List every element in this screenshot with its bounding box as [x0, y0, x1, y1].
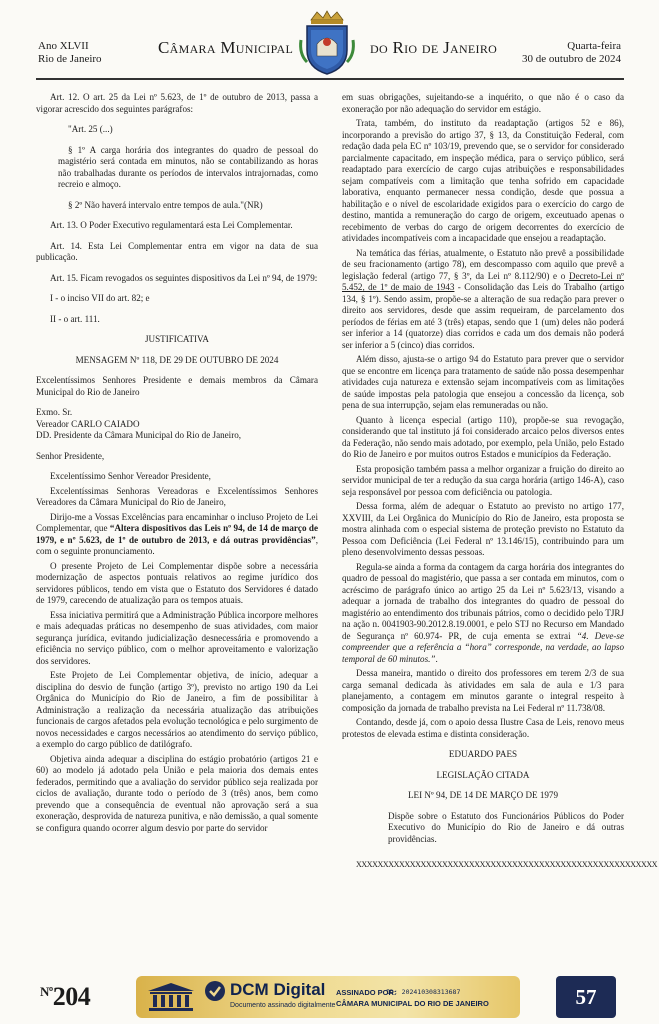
paragraph-dirijo	[36, 512, 318, 558]
regula-text-a: Regula-se ainda a forma da contagem da carga horária dos integrantes do quadro de pessoal do magistério, que passa a ser contada em minutos, com o acréscimo de parágrafo único ao artigo 25 da Lei nº 5.623/13, visando a adequar a jornada de trabalho dos integrantes do quadro de pessoal do magistério ao entendimento dos tribunais pátrios, como o decidido pelo TJRJ na ação n. 0041903-90.2012.8.19.0001, e pelo STJ no Recurso em Mandado de Segurança nº 60.974- PR, de cuja ementa se extrai	[342, 561, 624, 641]
dcm-logo-icon	[204, 980, 226, 1002]
art12-intro: Art. 12. O art. 25 da Lei nº 5.623, de 1º de outubro de 2013, passa a vigorar acrescido dos seguintes parágrafos:	[36, 92, 318, 114]
dirijo-text-a: Dirijo-me a Vossas Excelências para encaminhar o incluso Projeto de Lei Complementar, que	[36, 511, 318, 533]
edition-value: 204	[52, 982, 91, 1011]
paragraph-regula	[342, 562, 624, 666]
page-header	[0, 0, 659, 82]
paragraph-licenca: Quanto à licença especial (artigo 110), propõe-se sua revogação, considerando que tal instituto já foi considerado arcaico pelos diversos entes da Federação, não sendo mais adotado, por exemplo, pela União, pelo Estado do Rio de Janeiro e por muitos outros Estados e municípios da Federação.	[342, 414, 624, 459]
left-column	[36, 92, 318, 837]
brand-title: DCM Digital	[230, 980, 326, 999]
coat-of-arms-icon	[297, 10, 357, 76]
paragraph-estagio: Objetiva ainda adequar a disciplina do estágio probatório (artigos 21 e 60) ao modelo já adotado pela União e pela maioria dos demais entes federados, permitindo que a avaliação do servidor público seja realizada por ciclos de avaliação, durante todo o período de 3 (três) anos, bem como prevendo que a consequência de eventual não aprovação será a sua exoneração, desprovida de natureza punitiva, e não demissão, a qual somente se configura quando ocorrer algum desvio por parte do servidor	[36, 753, 318, 833]
end-separator: XXXXXXXXXXXXXXXXXXXXXXXXXXXXXXXXXXXXXXXXXXXXXXXXXXXXXXXX	[356, 860, 658, 869]
edition-number	[40, 982, 90, 1012]
paragraph-professores: Dessa maneira, mantido o direito dos professores em terem 2/3 de sua carga semanal dedicada às atividades em sala de aula e 1/3 para planejamento, a contagem em minutos garante o integral respeito à composição da jornada de trabalho prevista na Lei Federal nº 11.738/08.	[342, 668, 624, 713]
art13: Art. 13. O Poder Executivo regulamentará esta Lei Complementar.	[50, 220, 293, 230]
brand-subtitle: Documento assinado digitalmente	[230, 1002, 336, 1009]
continuation-text: em suas obrigações, sujeitando-se a inquérito, o que não é o caso da exoneração por não adequação do servidor em estágio.	[342, 92, 624, 114]
addressee-presidente: DD. Presidente da Câmara Municipal do Rio de Janeiro,	[36, 430, 242, 440]
mensagem-heading: MENSAGEM Nº 118, DE 29 DE OUTUBRO DE 2024	[75, 354, 279, 365]
paragraph-presente: O presente Projeto de Lei Complementar dispõe sobre a necessária modernização de aspectos pontuais relativos ao regime jurídico dos servidores públicos, tendo em vista que o Estatuto dos Servidores é datado de 1979, carecendo de atualização para os tempos atuais.	[36, 560, 318, 605]
art25-head: "Art. 25 (...)	[68, 124, 113, 134]
art25-paragraph-2: § 2º Não haverá intervalo entre tempos de aula."(NR)	[68, 199, 263, 210]
masthead-title-right: do Rio de Janeiro	[370, 38, 498, 57]
signed-by-label: ASSINADO POR:	[336, 988, 397, 997]
art14: Art. 14. Esta Lei Complementar entra em vigor na data de sua publicação.	[36, 240, 318, 262]
weekday-label: Quarta-feira	[567, 40, 621, 52]
paragraph-artigo94: Além disso, ajusta-se o artigo 94 do Estatuto para prever que o servidor que se encontre em licença para tratamento de saúde não possa desempenhar atividades cuja natureza e extensão sejam incompatíveis com as limitações de saúde impostas pela patologia que ensejou a concessão da licença, sob pena de sua interrupção, sejam elas remuneradas ou não.	[342, 354, 624, 410]
lei94-heading: LEI Nº 94, DE 14 DE MARÇO DE 1979	[407, 790, 559, 800]
legislacao-heading: LEGISLAÇÃO CITADA	[436, 769, 530, 780]
regula-text-b: .	[435, 653, 438, 664]
digital-signature-banner	[136, 976, 520, 1018]
signer-name: EDUARDO PAES	[448, 749, 518, 759]
paragraph-ferias	[342, 248, 624, 352]
volume-label: Ano XLVII	[38, 40, 89, 52]
greeting-vereadores: Excelentíssimas Senhoras Vereadoras e Excelentíssimos Senhores Vereadores da Câmara Municipal do Rio de Janeiro,	[36, 485, 318, 507]
addressee-exmo: Exmo. Sr.	[36, 407, 73, 417]
date-label: 30 de outubro de 2024	[522, 53, 621, 65]
lei94-ementa: Dispõe sobre o Estatuto dos Funcionários Públicos do Poder Executivo do Município do Rio de Janeiro e dá outras providências.	[388, 810, 624, 844]
paragraph-objetiva: Este Projeto de Lei Complementar objetiva, de início, adequar a disciplina do desvio de função (artigo 3º), previsto no artigo 190 da Lei Orgânica do Município do Rio de Janeiro, a fim de possibilitar à Administração a realização da necessária atualização das atribuições funcionais de cargos afetados pela evolução tecnológica e pelo surgimento de novos necessidades e cargos necessários ao atendimento do serviço público, a exemplo do cargo público de datilógrafo.	[36, 670, 318, 749]
right-column	[342, 92, 658, 874]
header-left-info	[38, 40, 102, 66]
ferias-text-a: Na temática das férias, atualmente, o Estatuto não prevê a possibilidade de seu fracionamento (artigo 78), em descompasso com aquilo que prevê a legislação federal (artigo 77, § 3º, da Lei nº 8.112/90) e o	[342, 247, 624, 281]
paragraph-contando: Contando, desde já, com o apoio dessa Ilustre Casa de Leis, renovo meus protestos de elevada estima e distinta consideração.	[342, 717, 624, 739]
greeting-vereador-presidente: Excelentíssimo Senhor Vereador Presidente,	[50, 471, 211, 481]
addressee-vereador: Vereador CARLO CAIADO	[36, 418, 140, 429]
regula-quote: “4. Deve-se compreender que a referência a “hora” corresponde, na verdade, ao lapso temporal de 60 minutos.”	[342, 630, 624, 664]
page-number: 57	[556, 976, 616, 1018]
signer-organization: CÂMARA MUNICIPAL DO RIO DE JANEIRO	[336, 999, 489, 1008]
paragraph-readaptacao: Trata, também, do instituto da readaptação (artigos 52 e 86), incorporando a previsão do artigo 37, § 13, da Constituição Federal, com redação dada pela EC nº 103/19, prevendo que, se o servidor for considerado parcialmente capacitado, em inspeção médica, para o serviço público, será readaptado para exercício de cargo cujas atribuições e responsabilidades sejam compatíveis com a limitação que tenha sofrido em capacidade laborativa, enquanto permanecer nessa condição, desde que possua a habilitação e o nível de escolaridade exigidos para o exercício do cargo de destino, mantida a remuneração do cargo de origem, exceutuado apenas o recebimento de verbas do cargo de origem decorrentes do exercício de atividades incompatíveis com a incapacidade que ensejou a readaptação.	[342, 118, 624, 243]
masthead-title-left: Câmara Municipal	[158, 38, 294, 57]
paragraph-lom: Dessa forma, além de adequar o Estatuto ao previsto no artigo 177, XXVIII, da Lei Orgânica do Município do Rio de Janeiro, esta proposta se mostra alinhada com o especial sistema de proteção previsto no Estatuto da Pessoa com Deficiência (Lei Federal nº 13.146/15), contribuindo para um pleno desenvolvimento dessas pessoas.	[342, 501, 624, 557]
salutation-members: Excelentíssimos Senhores Presidente e demais membros da Câmara Municipal do Rio de Janeiro	[36, 375, 318, 397]
paragraph-iniciativa: Essa iniciativa permitirá que a Administração Pública incorpore melhores e mais adequadas práticas no desempenho de suas atividades, com maior segurança jurídica, evitando judicialização desnecessária e promovendo a eficiência no serviço público, com o melhor aproveitamento e valorização dos servidores.	[36, 609, 318, 666]
decreto-lei-link[interactable]: Decreto-Lei nº 5.452, de 1º de maio de 1943	[342, 270, 624, 292]
art15-item-2: II - o art. 111.	[50, 313, 100, 324]
page-footer	[0, 970, 659, 1024]
building-icon	[146, 981, 196, 1013]
art15: Art. 15. Ficam revogados os seguintes dispositivos da Lei nº 94, de 1979:	[50, 272, 318, 283]
greeting-senhor: Senhor Presidente,	[36, 450, 105, 461]
art15-item-1: I - o inciso VII do art. 82; e	[50, 293, 150, 303]
art25-paragraph-1: § 1º A carga horária dos integrantes do quadro de pessoal do magistério será contada em minutos, não se contabilizando as horas não trabalhadas durante os períodos de intervalos intrajornadas, como recreio e almoço.	[58, 144, 318, 189]
ferias-text-b: - Consolidação das Leis do Trabalho (artigo 134, § 1º). Sendo assim, propõe-se a alteração de sua redação para prever o direito aos servidores, desde que assim requeiram, de parcelamento dos períodos de férias em até 3 (três) etapas, sendo que 1 (um) deles não poderá ser inferior a 14 (quatorze) dias corridos e cada um dos demais não poderá ser inferior a 5 (cinco) dias corridos.	[342, 282, 624, 350]
edition-prefix: Nº	[40, 984, 53, 999]
city-label: Rio de Janeiro	[38, 53, 102, 65]
dirijo-text-c: , com o seguinte pronunciamento.	[36, 534, 318, 556]
paragraph-fruicao: Esta proposição também passa a melhor organizar a fruição do direito ao servidor municipal de ter a redução da sua carga horária (artigo 146-A), caso seja responsável por pessoa com deficiência ou patologia.	[342, 463, 624, 497]
signature-id: ID: 202410308313687	[386, 988, 461, 996]
header-divider	[36, 78, 624, 80]
header-right-info	[522, 40, 621, 66]
dirijo-bill-title: “Altera dispositivos das Leis nº 94, de 14 de março de 1979, e nº 5.623, de 1º de outubro de 2013, e dá outras providências”	[36, 523, 318, 545]
justificativa-heading: JUSTIFICATIVA	[144, 334, 209, 344]
